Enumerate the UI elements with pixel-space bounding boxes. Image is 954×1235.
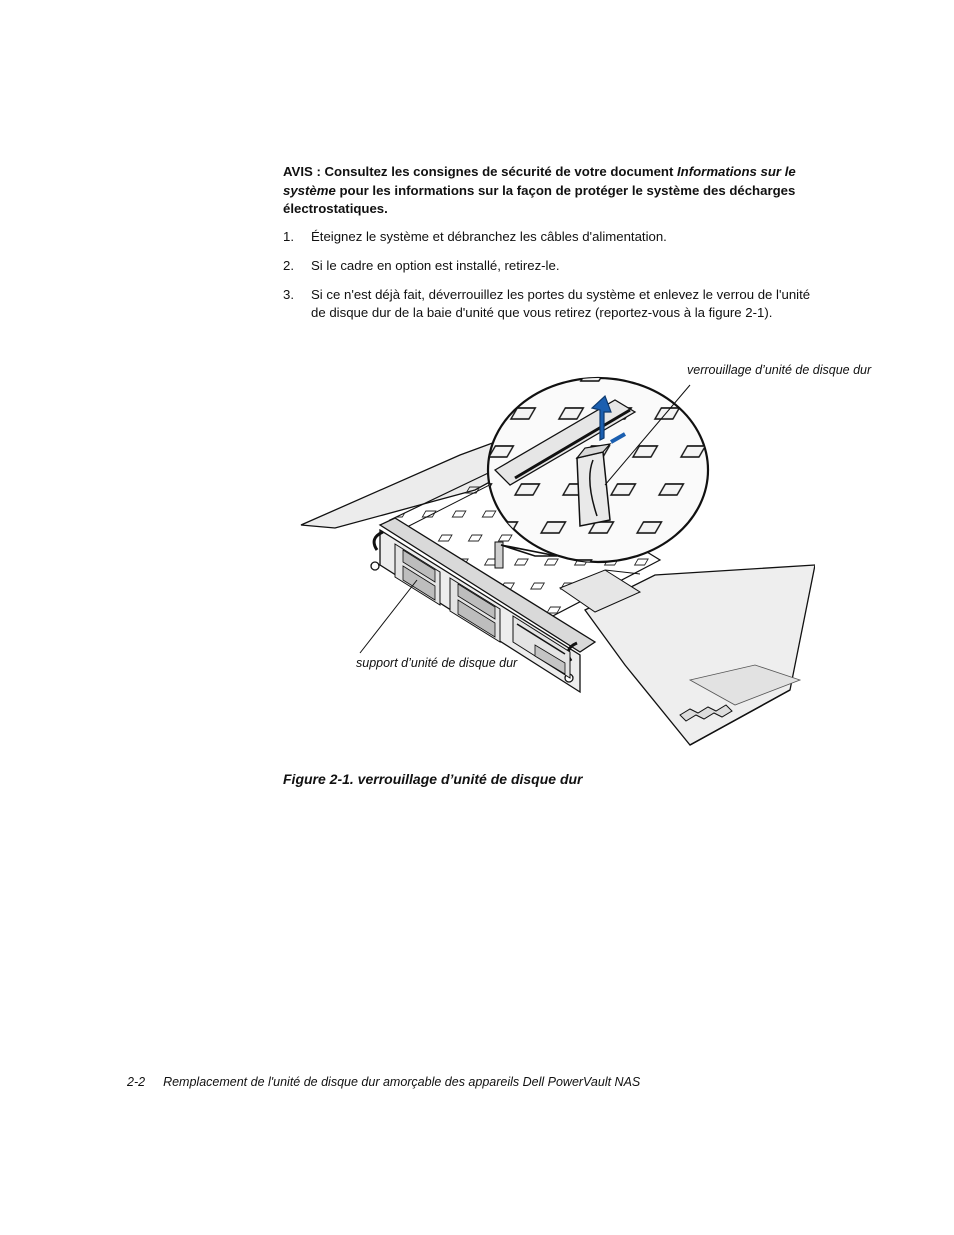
callout-drive-lock: verrouillage d’unité de disque dur: [687, 363, 872, 377]
notice-prefix: AVIS : Consultez les consignes de sécurité de votre document: [283, 164, 678, 179]
hard-drive-lock-illustration: [295, 360, 815, 760]
step-number: 1.: [283, 229, 294, 244]
step-item: [283, 228, 823, 246]
step-text: Si le cadre en option est installé, retirez-le.: [311, 258, 560, 273]
page-number: 2-2: [127, 1075, 146, 1089]
procedure-steps: [283, 228, 823, 333]
callout-drive-carrier: support d’unité de disque dur: [356, 656, 518, 670]
figure-caption: Figure 2-1. verrouillage d’unité de disque dur: [283, 771, 583, 787]
safety-notice: [283, 163, 823, 219]
leader-line-carrier: [360, 580, 417, 653]
page-footer: [127, 1075, 640, 1089]
step-item: [283, 257, 823, 275]
notice-doc-title: Informations sur le système: [283, 164, 796, 198]
footer-title: Remplacement de l'unité de disque dur amorçable des appareils Dell PowerVault NAS: [163, 1075, 641, 1089]
step-text: Éteignez le système et débranchez les câbles d'alimentation.: [311, 229, 667, 244]
step-text: Si ce n'est déjà fait, déverrouillez les portes du système et enlevez le verrou de l'unité de disque dur de la baie d'unité que vous retirez (reportez-vous à la figure 2-1).: [311, 287, 811, 320]
step-number: 3.: [283, 287, 294, 302]
step-item: [283, 286, 823, 322]
magnified-detail: [475, 370, 735, 580]
notice-suffix: pour les informations sur la façon de protéger le système des décharges électrostatiques.: [283, 182, 796, 216]
step-number: 2.: [283, 258, 294, 273]
